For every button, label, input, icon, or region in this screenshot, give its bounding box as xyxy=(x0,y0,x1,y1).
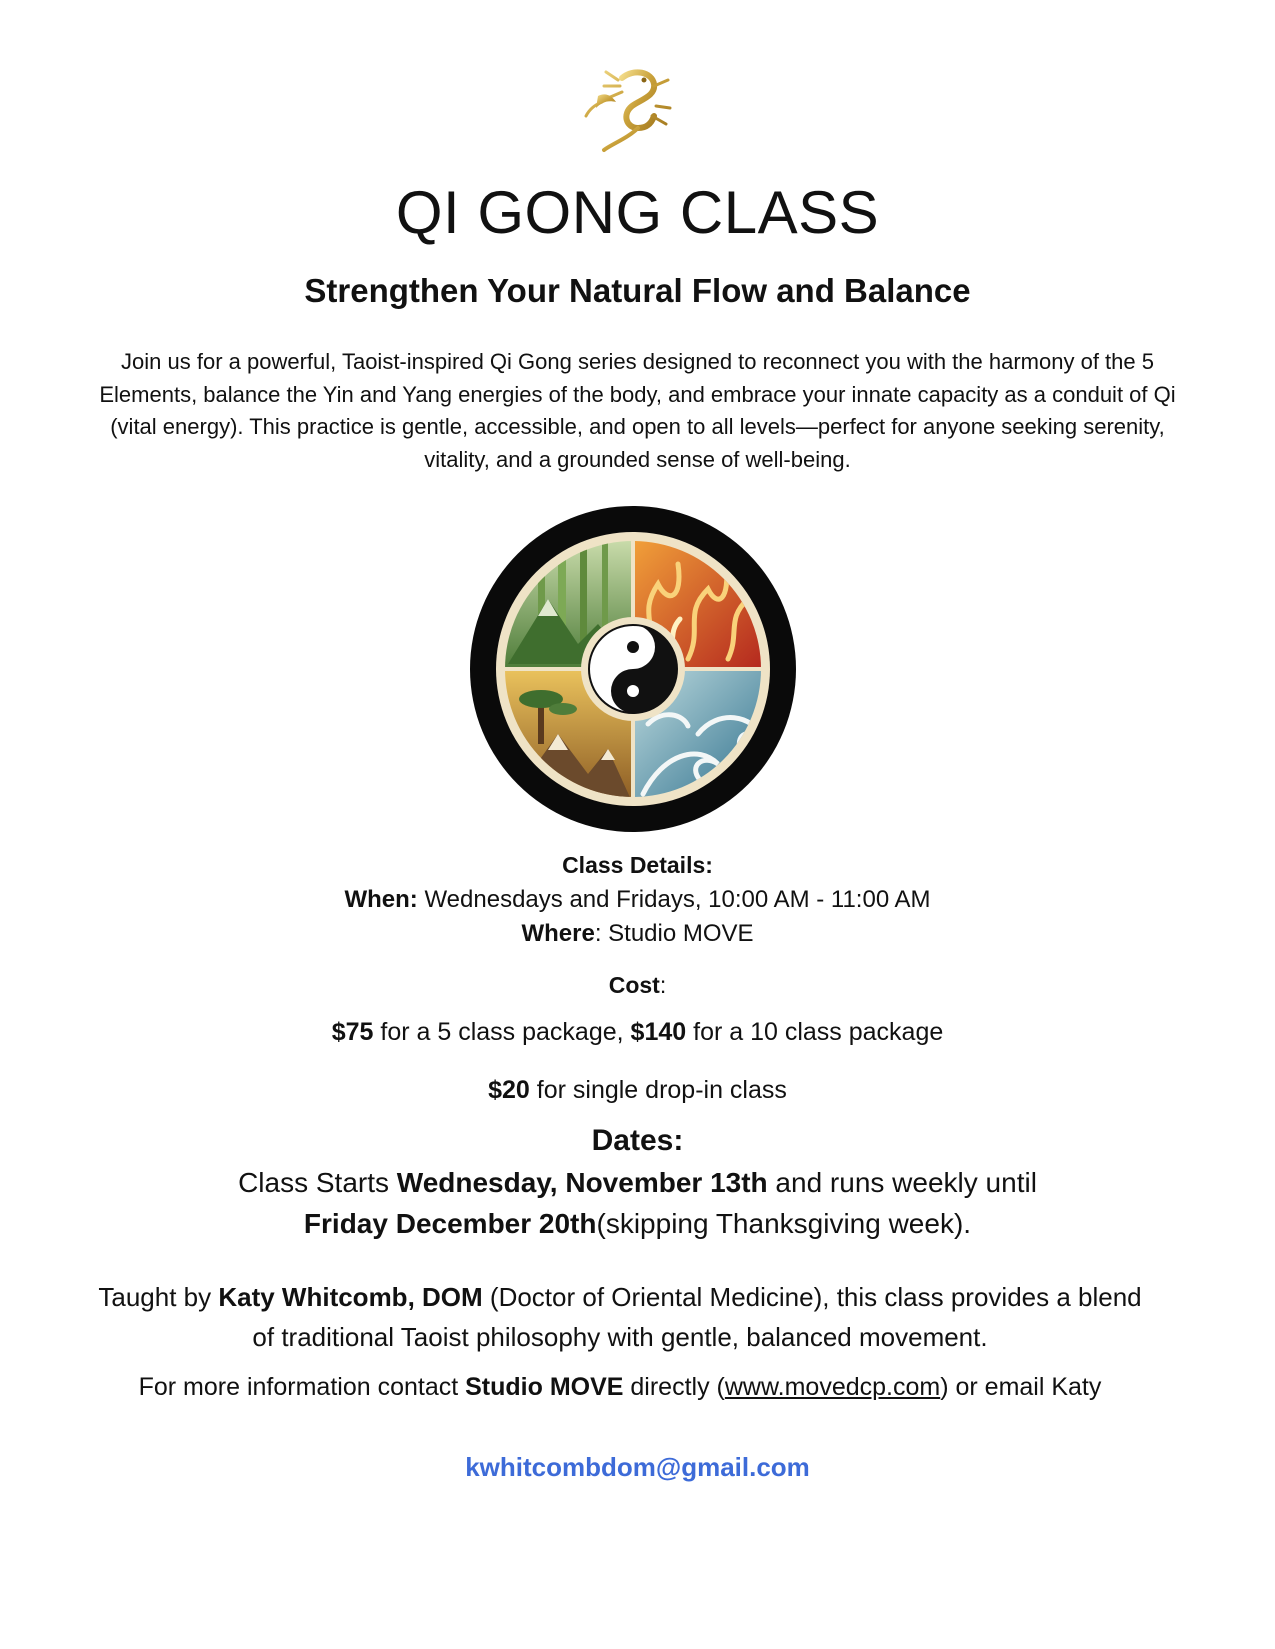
class-details-heading: Class Details: xyxy=(562,852,713,878)
studio-website-link[interactable]: www.movedcp.com xyxy=(724,1373,941,1401)
price-5-class: $75 xyxy=(331,1018,374,1046)
intro-paragraph: Join us for a powerful, Taoist-inspired Qi Gong series designed to reconnect you with the harmony of the 5 Elements, balance the Yin and Yang energies of the body, and embrace your innate capacity as a conduit of Qi (vital energy). This practice is gentle, accessible, and open to all levels—perfect for anyone seeking serenity, vitality, and a grounded sense of well-being. xyxy=(99,349,1176,472)
instructor-post: (Doctor of Oriental Medicine), this class provides a blend of traditional Taoist philosophy with gentle, balanced movement. xyxy=(252,1282,1142,1352)
contact-post: ) or email Katy xyxy=(940,1373,1102,1401)
class-when-line xyxy=(0,886,1275,914)
cost-packages-line xyxy=(0,1018,1275,1047)
contact-line xyxy=(0,1373,1240,1402)
dates-line-1 xyxy=(0,1167,1275,1199)
page-title: QI GONG CLASS xyxy=(395,179,880,246)
when-value: Wednesdays and Fridays, 10:00 AM - 11:00 AM xyxy=(417,886,931,913)
dates-line2-post: (skipping Thanksgiving week). xyxy=(596,1208,972,1239)
cost-label: Cost xyxy=(608,972,660,998)
class-where-line xyxy=(0,920,1275,948)
when-label: When: xyxy=(344,886,418,913)
price-10-text: for a 10 class package xyxy=(686,1018,944,1046)
yin-yang-icon xyxy=(581,617,685,721)
price-5-text: for a 5 class package, xyxy=(373,1018,631,1046)
end-date: Friday December 20th xyxy=(303,1208,597,1239)
cost-dropin-line xyxy=(0,1076,1275,1105)
instructor-pre: Taught by xyxy=(98,1282,219,1312)
page-subtitle: Strengthen Your Natural Flow and Balance xyxy=(304,272,971,309)
cost-label-suffix: : xyxy=(659,972,667,998)
start-date: Wednesday, November 13th xyxy=(396,1167,768,1198)
where-value: : Studio MOVE xyxy=(594,920,754,947)
five-elements-yin-yang-emblem xyxy=(468,504,798,834)
dragon-logo-icon xyxy=(582,66,674,156)
instructor-paragraph xyxy=(95,1277,1145,1357)
dates-line1-post: and runs weekly until xyxy=(767,1167,1037,1198)
contact-email-link[interactable]: kwhitcombdom@gmail.com xyxy=(465,1452,810,1482)
price-dropin-text: for single drop-in class xyxy=(529,1076,787,1104)
contact-mid: directly ( xyxy=(623,1373,725,1401)
dates-line1-pre: Class Starts xyxy=(238,1167,397,1198)
where-label: Where xyxy=(521,920,595,947)
contact-pre: For more information contact xyxy=(138,1373,466,1401)
dates-line-2 xyxy=(0,1208,1275,1240)
cost-heading xyxy=(0,972,1275,999)
dates-heading: Dates: xyxy=(591,1124,684,1157)
contact-studio: Studio MOVE xyxy=(465,1373,624,1401)
instructor-name: Katy Whitcomb, DOM xyxy=(218,1282,483,1312)
price-dropin: $20 xyxy=(488,1076,530,1104)
price-10-class: $140 xyxy=(630,1018,687,1046)
